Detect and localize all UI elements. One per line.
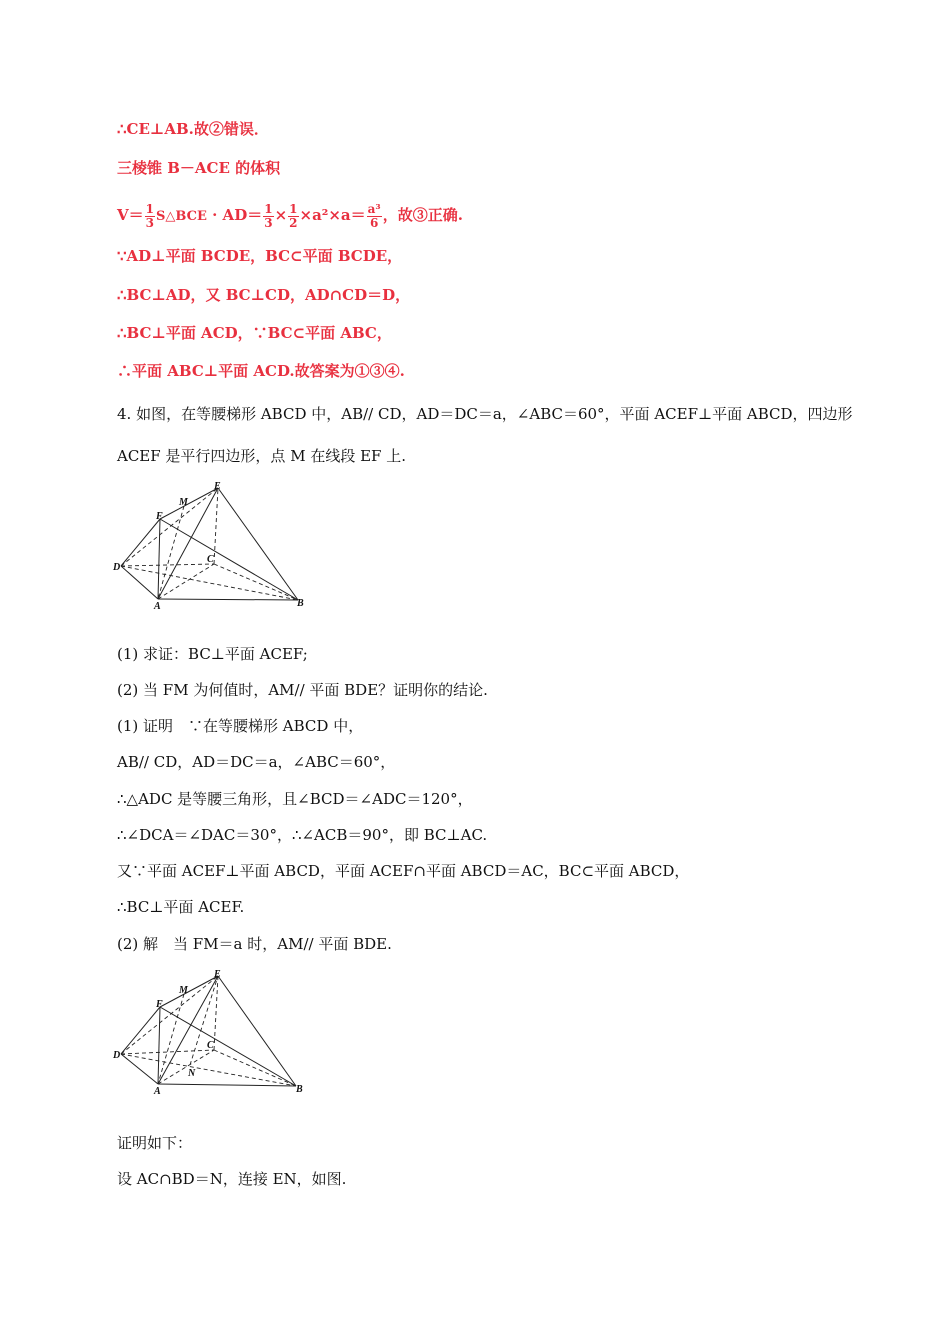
label-M: M [179,985,188,996]
fraction-a-cubed-over-six [367,203,382,230]
edge-EB [218,976,296,1086]
edge-DB-dashed [121,566,298,600]
volume-tail-1: ×a²×a＝ [299,206,366,224]
fraction-one-half [288,203,298,230]
problem-line-1: 4. 如图，在等腰梯形 ABCD 中，AB// CD，AD＝DC＝a，∠ABC＝60°，平面 ACEF⊥平面 ABCD，四边形 [117,405,853,423]
edge-AB [158,599,298,600]
fraction-denominator: 3 [145,215,154,230]
fraction-one-third-a [145,203,155,230]
label-N: N [188,1068,196,1079]
closing-line-1: 证明如下： [117,1134,193,1152]
edge-DA [121,1054,158,1084]
fraction-one-third-b [263,203,273,230]
label-D: D [113,562,121,573]
proof-line-7: (2) 解 当 FM＝a 时，AM// 平面 BDE. [117,935,392,953]
solution-line-6: ∴BC⊥平面 ACD，∵BC⊂平面 ABC， [117,324,392,342]
label-F: F [156,999,163,1010]
edge-DC-dashed [121,564,214,566]
volume-mid: · AD＝ [212,206,263,224]
edge-FB [160,519,298,600]
problem-line-2: ACEF 是平行四边形，点 M 在线段 EF 上. [117,447,406,465]
label-B: B [296,1084,303,1095]
label-A: A [154,1086,161,1097]
edge-DF [121,1007,160,1054]
proof-line-1: (1) 证明 ∵在等腰梯形 ABCD 中， [117,717,364,735]
label-C: C [207,554,214,565]
figure-1 [112,478,312,617]
edge-FA [158,519,160,599]
fraction-denominator: 6 [369,215,379,230]
pyramid-diagram-1 [112,478,312,613]
question-1: (1) 求证：BC⊥平面 ACEF; [117,645,308,663]
solution-line-4: ∵AD⊥平面 BCDE，BC⊂平面 BCDE， [117,247,403,265]
edge-DB-dashed [121,1054,296,1086]
label-D: D [113,1050,121,1061]
proof-line-3: ∴△ADC 是等腰三角形，且∠BCD＝∠ADC＝120°， [117,790,473,808]
volume-times: × [274,206,288,224]
pyramid-diagram-2 [112,966,312,1101]
edge-NE-dashed [190,976,218,1065]
proof-line-4: ∴∠DCA＝∠DAC＝30°，∴∠ACB＝90°，即 BC⊥AC. [117,826,488,844]
label-A: A [154,601,161,612]
edge-DE-dashed [121,976,218,1054]
closing-line-2: 设 AC∩BD＝N，连接 EN，如图. [117,1170,347,1188]
fraction-denominator: 2 [289,215,298,230]
fraction-numerator: a³ [367,201,381,216]
edge-DA [121,566,158,599]
label-M: M [179,497,188,508]
edge-DE-dashed [121,488,218,566]
edge-DF [121,519,160,566]
solution-line-2: 三棱锥 B－ACE 的体积 [117,159,281,177]
label-B: B [297,598,304,609]
solution-line-7: ∴平面 ABC⊥平面 ACD.故答案为①③④. [117,362,405,380]
fraction-denominator: 3 [264,215,273,230]
fraction-numerator: 1 [264,201,273,216]
fraction-numerator: 1 [289,201,298,216]
edge-FB [160,1007,296,1086]
solution-line-1: ∴CE⊥AB.故②错误． [117,120,269,138]
label-C: C [207,1040,214,1051]
volume-formula [117,202,463,230]
proof-line-2: AB// CD，AD＝DC＝a，∠ABC＝60°， [117,753,396,771]
edge-AE [158,488,218,599]
edge-EB [218,488,298,600]
solution-line-5: ∴BC⊥AD，又 BC⊥CD，AD∩CD＝D， [117,286,411,304]
proof-line-6: ∴BC⊥平面 ACEF. [117,898,245,916]
volume-v: V＝ [117,206,144,224]
label-E: E [214,969,221,980]
question-2: (2) 当 FM 为何值时，AM// 平面 BDE？证明你的结论. [117,681,488,699]
label-E: E [214,481,221,492]
edge-FA [158,1007,160,1084]
figure-2 [112,966,312,1105]
fraction-numerator: 1 [145,201,154,216]
volume-area-term: S△BCE [156,209,207,224]
proof-line-5: 又∵平面 ACEF⊥平面 ABCD，平面 ACEF∩平面 ABCD＝AC，BC⊂平面 ABCD， [117,862,690,880]
volume-tail-2: ，故③正确. [382,206,463,224]
label-F: F [156,511,163,522]
edge-AB [158,1084,296,1086]
